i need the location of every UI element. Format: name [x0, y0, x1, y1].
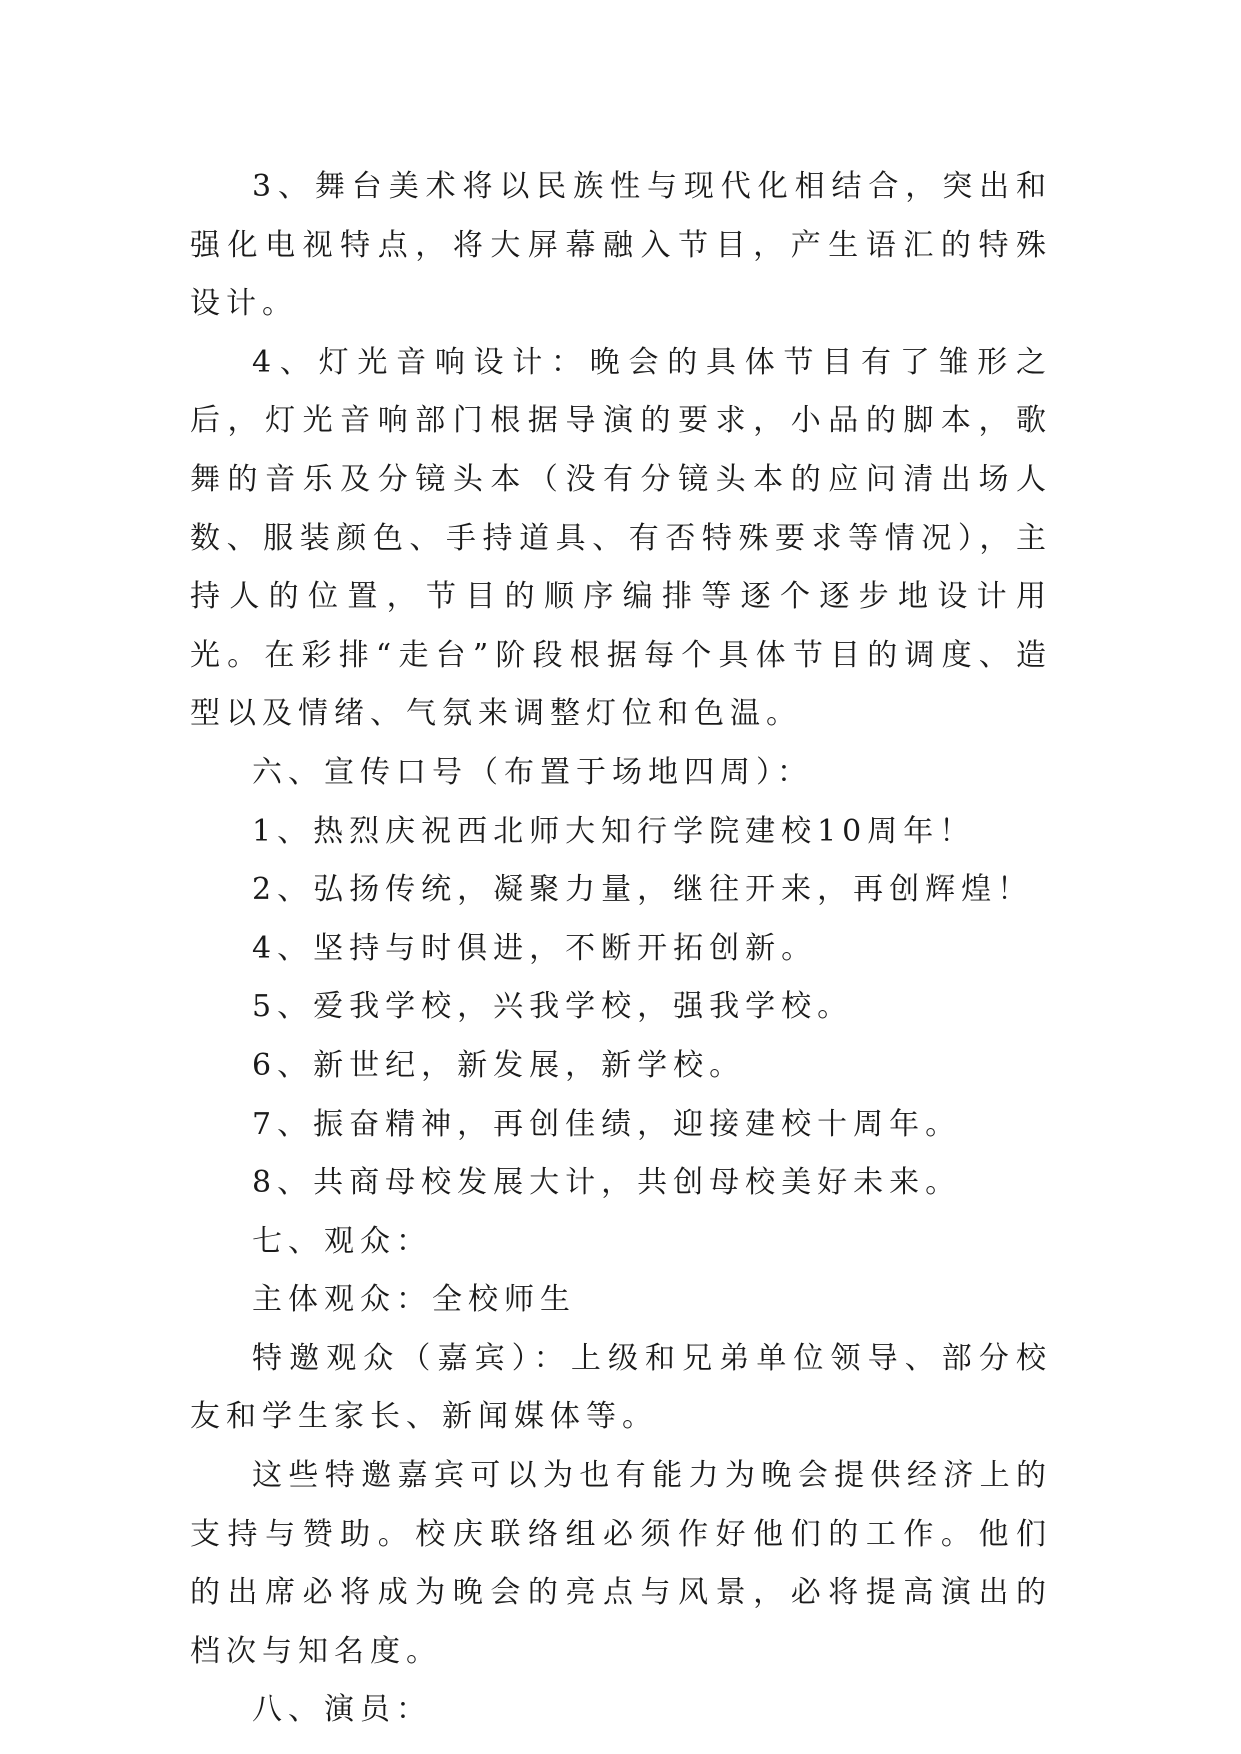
- heading-slogans: 六、宣传口号（布置于场地四周）：: [252, 754, 813, 790]
- slogan-item: 2、弘扬传统，凝聚力量，继往开来，再创辉煌！: [252, 872, 1034, 908]
- document-body: [190, 158, 1052, 1740]
- slogan-item: 5、爱我学校，兴我学校，强我学校。: [252, 989, 854, 1025]
- slogan-item: 6、新世纪，新发展，新学校。: [252, 1047, 746, 1083]
- slogan-item: 1、热烈庆祝西北师大知行学院建校10周年！: [252, 813, 976, 849]
- paragraph-lighting-sound: 4、灯光音响设计：晚会的具体节目有了雏形之后，灯光音响部门根据导演的要求，小品的脚本，歌舞的音乐及分镜头本（没有分镜头本的应问清出场人数、服装颜色、手持道具、有否特殊要求等情况），主持人的位置，节目的顺序编排等逐个逐步地设计用光。在彩排“走台”阶段根据每个具体节目的调度、造型以及情绪、气氛来调整灯位和色温。: [190, 344, 1052, 732]
- heading-performers: 八、演员：: [252, 1692, 432, 1728]
- paragraph-guest-support: 这些特邀嘉宾可以为也有能力为晚会提供经济上的支持与赞助。校庆联络组必须作好他们的工作。他们的出席必将成为晚会的亮点与风景，必将提高演出的档次与知名度。: [190, 1458, 1052, 1669]
- heading-audience: 七、观众：: [252, 1223, 432, 1259]
- paragraph-stage-art: 3、舞台美术将以民族性与现代化相结合，突出和强化电视特点，将大屏幕融入节目，产生语汇的特殊设计。: [190, 169, 1052, 322]
- paragraph-guest-audience: 特邀观众（嘉宾）：上级和兄弟单位领导、部分校友和学生家长、新闻媒体等。: [190, 1340, 1052, 1435]
- slogan-item: 8、共商母校发展大计，共创母校美好未来。: [252, 1165, 962, 1201]
- slogan-item: 4、坚持与时俱进，不断开拓创新。: [252, 930, 818, 966]
- slogan-item: 7、振奋精神，再创佳绩，迎接建校十周年。: [252, 1106, 962, 1142]
- paragraph-main-audience: 主体观众：全校师生: [252, 1282, 576, 1318]
